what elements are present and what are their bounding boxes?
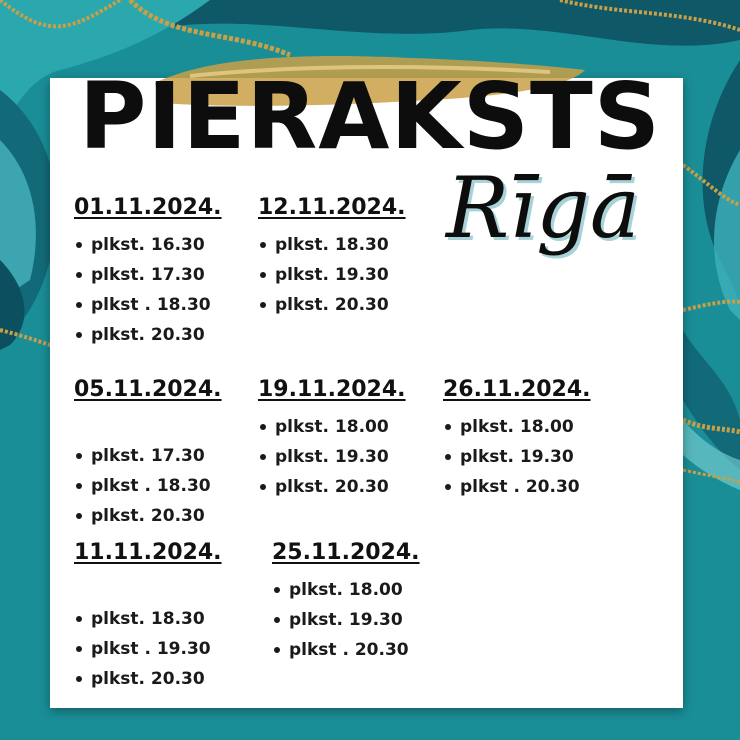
time-item: plkst. 18.00 (258, 412, 406, 442)
city-subtitle: Rīgā (446, 159, 640, 257)
time-item: plkst. 20.30 (74, 664, 222, 694)
schedule-block-1 (74, 195, 222, 350)
time-item: plkst. 18.30 (74, 604, 222, 634)
page-title: PIERAKSTS (78, 63, 662, 170)
time-item: plkst. 20.30 (74, 501, 222, 531)
time-item: plkst . 20.30 (272, 635, 420, 665)
time-list (74, 230, 222, 350)
time-list (74, 604, 222, 694)
time-list (74, 441, 222, 531)
schedule-block-2 (258, 195, 406, 320)
time-list (272, 575, 420, 665)
time-item: plkst. 18.00 (272, 575, 420, 605)
time-item: plkst. 20.30 (258, 472, 406, 502)
time-list (443, 412, 591, 502)
time-item: plkst. 18.30 (258, 230, 406, 260)
schedule-block-5 (443, 377, 591, 502)
schedule-block-3 (74, 377, 222, 531)
schedule-date: 11.11.2024. (74, 540, 222, 565)
schedule-date: 12.11.2024. (258, 195, 406, 220)
time-item: plkst . 19.30 (74, 634, 222, 664)
schedule-block-6 (74, 540, 222, 694)
time-item: plkst. 20.30 (258, 290, 406, 320)
time-item: plkst . 18.30 (74, 471, 222, 501)
schedule-date: 25.11.2024. (272, 540, 420, 565)
time-list (258, 230, 406, 320)
time-item: plkst. 20.30 (74, 320, 222, 350)
schedule-date: 01.11.2024. (74, 195, 222, 220)
time-item: plkst. 19.30 (272, 605, 420, 635)
time-item: plkst. 18.00 (443, 412, 591, 442)
time-item: plkst . 18.30 (74, 290, 222, 320)
time-item: plkst. 19.30 (443, 442, 591, 472)
schedule-date: 26.11.2024. (443, 377, 591, 402)
schedule-block-4 (258, 377, 406, 502)
time-item: plkst. 16.30 (74, 230, 222, 260)
time-item: plkst. 19.30 (258, 442, 406, 472)
time-item: plkst. 19.30 (258, 260, 406, 290)
schedule-block-7 (272, 540, 420, 665)
schedule-date: 19.11.2024. (258, 377, 406, 402)
time-item: plkst . 20.30 (443, 472, 591, 502)
time-list (258, 412, 406, 502)
schedule-date: 05.11.2024. (74, 377, 222, 402)
time-item: plkst. 17.30 (74, 441, 222, 471)
time-item: plkst. 17.30 (74, 260, 222, 290)
